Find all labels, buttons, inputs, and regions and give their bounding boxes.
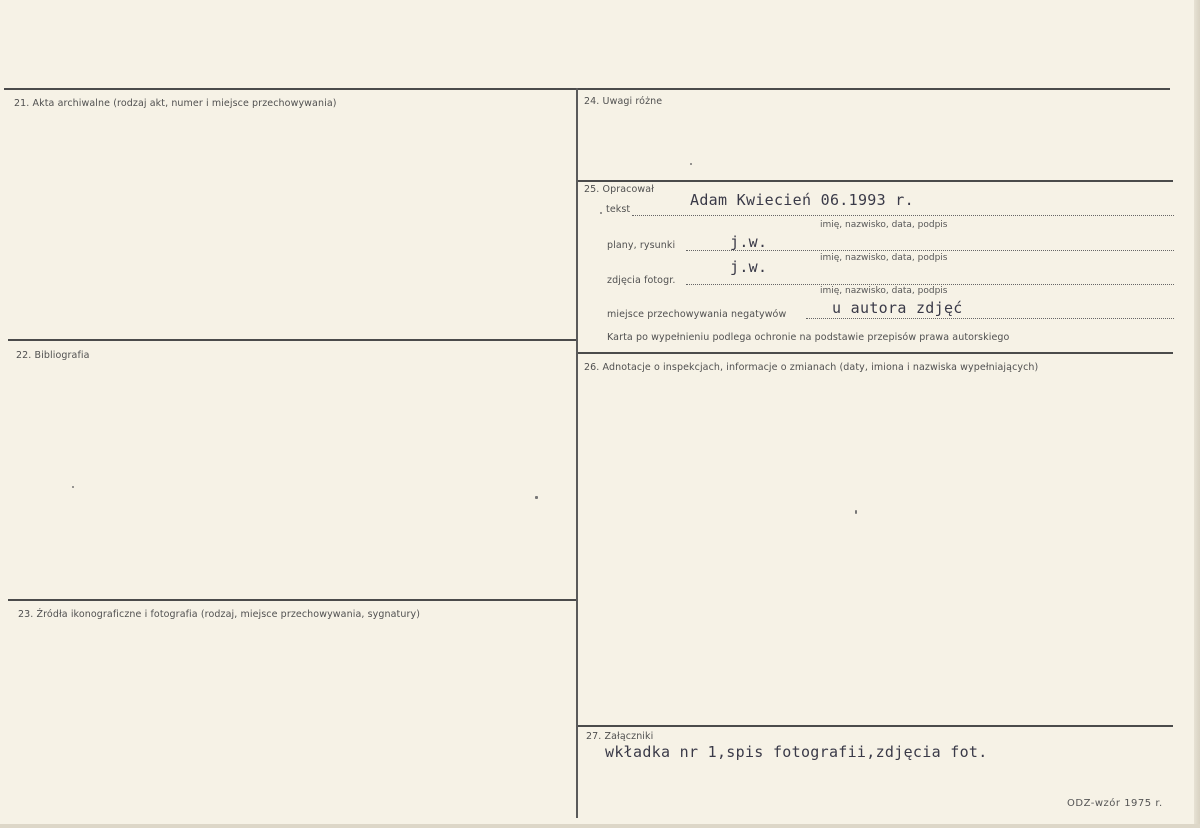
zdjecia-caption: imię, nazwisko, data, podpis xyxy=(820,286,948,296)
zdjecia-line xyxy=(686,284,1174,285)
paper-edge-right xyxy=(1194,0,1200,828)
negatywy-value: u autora zdjęć xyxy=(832,299,963,317)
section-25-label: 25. Opracował xyxy=(584,184,654,195)
negatywy-label: miejsce przechowywania negatywów xyxy=(607,309,787,320)
copyright-note: Karta po wypełnieniu podlega ochronie na podstawie przepisów prawa autorskiego xyxy=(607,332,1010,343)
divider-25-26 xyxy=(578,352,1173,354)
divider-24-25 xyxy=(578,180,1173,182)
section-22-label: 22. Bibliografia xyxy=(16,350,90,361)
plany-label: plany, rysunki xyxy=(607,240,676,251)
negatywy-line xyxy=(806,318,1174,319)
tekst-line xyxy=(632,215,1174,216)
form-footer: ODZ-wzór 1975 r. xyxy=(1067,798,1163,809)
zdjecia-value: j.w. xyxy=(730,258,768,276)
zdjecia-label: zdjęcia fotogr. xyxy=(607,275,676,286)
divider-22-23 xyxy=(8,599,576,601)
divider-21-22 xyxy=(8,339,576,341)
paper-speck xyxy=(855,510,857,514)
plany-value: j.w. xyxy=(730,233,768,251)
paper-speck xyxy=(600,212,602,214)
tekst-label: tekst xyxy=(606,204,631,215)
tekst-caption: imię, nazwisko, data, podpis xyxy=(820,220,948,230)
paper-edge-bottom xyxy=(0,824,1200,828)
attachments-value: wkładka nr 1,spis fotografii,zdjęcia fot. xyxy=(605,743,988,761)
section-24-label: 24. Uwagi różne xyxy=(584,96,663,107)
center-divider xyxy=(576,88,578,818)
paper-speck xyxy=(690,163,692,165)
section-26-label: 26. Adnotacje o inspekcjach, informacje o zmianach (daty, imiona i nazwiska wypełniających) xyxy=(584,362,1039,373)
divider-26-27 xyxy=(578,725,1173,727)
top-rule xyxy=(4,88,1170,90)
section-21-label: 21. Akta archiwalne (rodzaj akt, numer i miejsce przechowywania) xyxy=(14,98,337,109)
plany-caption: imię, nazwisko, data, podpis xyxy=(820,253,948,263)
section-23-label: 23. Źródła ikonograficzne i fotografia (rodzaj, miejsce przechowywania, sygnatury) xyxy=(18,609,421,620)
paper-speck xyxy=(535,496,538,499)
section-27-label: 27. Załączniki xyxy=(586,731,654,742)
tekst-value: Adam Kwiecień 06.1993 r. xyxy=(690,191,914,209)
paper-speck xyxy=(72,486,74,488)
